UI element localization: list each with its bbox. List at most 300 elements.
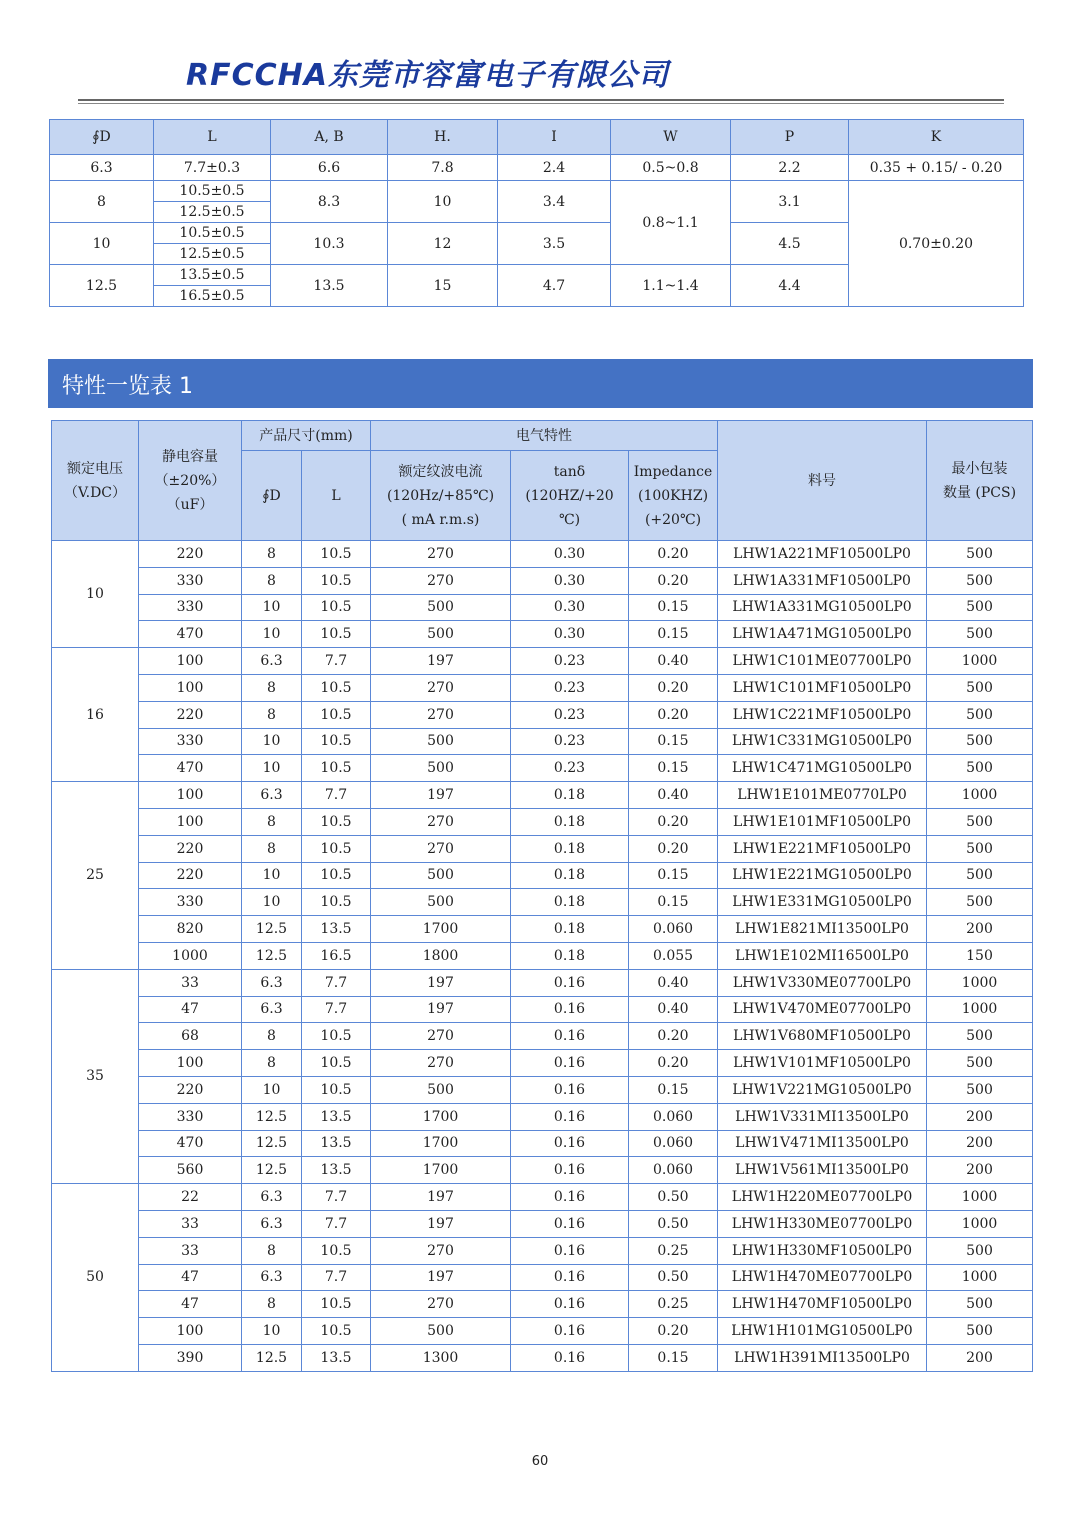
table-cell: 197 bbox=[371, 969, 511, 996]
table-cell: 0.18 bbox=[511, 808, 629, 835]
table-cell: 33 bbox=[139, 969, 242, 996]
header-electrical: 电气特性 bbox=[371, 421, 718, 451]
table-cell: 8 bbox=[242, 701, 302, 728]
spec-table-body bbox=[52, 541, 1033, 1372]
table-row bbox=[52, 969, 1033, 996]
table-row bbox=[52, 1344, 1033, 1371]
table-row bbox=[52, 1023, 1033, 1050]
table-cell: 16.5±0.5 bbox=[154, 286, 271, 307]
table-cell: 7.7 bbox=[302, 969, 371, 996]
table-cell: 7.7 bbox=[302, 996, 371, 1023]
table-row bbox=[52, 701, 1033, 728]
table-cell: 2.4 bbox=[498, 155, 611, 181]
table-cell: 1.1~1.4 bbox=[611, 265, 731, 307]
table-cell: 330 bbox=[139, 728, 242, 755]
table-cell: LHW1H470ME07700LP0 bbox=[718, 1264, 927, 1291]
table-cell: 500 bbox=[927, 1050, 1033, 1077]
table-cell: LHW1C221MF10500LP0 bbox=[718, 701, 927, 728]
table-cell: 7.7±0.3 bbox=[154, 155, 271, 181]
page-number: 60 bbox=[531, 1454, 549, 1469]
table-cell: 6.3 bbox=[50, 155, 154, 181]
table-cell: 500 bbox=[927, 728, 1033, 755]
table-cell: 8 bbox=[242, 567, 302, 594]
table-cell: 0.16 bbox=[511, 1264, 629, 1291]
table-cell: 7.7 bbox=[302, 782, 371, 809]
table-row bbox=[52, 1050, 1033, 1077]
table-cell: LHW1E102MI16500LP0 bbox=[718, 942, 927, 969]
table-row bbox=[52, 835, 1033, 862]
table-cell: LHW1E101MF10500LP0 bbox=[718, 808, 927, 835]
table-cell: 0.16 bbox=[511, 969, 629, 996]
table-row bbox=[52, 1318, 1033, 1345]
table-cell: 200 bbox=[927, 1344, 1033, 1371]
table-cell: 6.3 bbox=[242, 1184, 302, 1211]
table-cell: 1800 bbox=[371, 942, 511, 969]
table-cell: 10 bbox=[242, 728, 302, 755]
table-cell: 500 bbox=[371, 621, 511, 648]
table-cell: 47 bbox=[139, 996, 242, 1023]
table-cell: LHW1V680MF10500LP0 bbox=[718, 1023, 927, 1050]
table-cell: 270 bbox=[371, 835, 511, 862]
table-cell: 500 bbox=[371, 594, 511, 621]
table-cell: 0.18 bbox=[511, 889, 629, 916]
table-cell: 0.25 bbox=[629, 1237, 718, 1264]
table-cell: 1000 bbox=[927, 1210, 1033, 1237]
table-cell: 0.060 bbox=[629, 916, 718, 943]
table-cell: 500 bbox=[371, 862, 511, 889]
table-cell: 10.5 bbox=[302, 674, 371, 701]
table-cell: 1000 bbox=[927, 996, 1033, 1023]
table-cell: 330 bbox=[139, 594, 242, 621]
table-row bbox=[52, 594, 1033, 621]
table-cell: 0.16 bbox=[511, 996, 629, 1023]
table-cell: 0.20 bbox=[629, 541, 718, 568]
table-cell: 0.30 bbox=[511, 541, 629, 568]
table-cell: 500 bbox=[927, 808, 1033, 835]
table-cell: 47 bbox=[139, 1264, 242, 1291]
table-cell: 13.5±0.5 bbox=[154, 265, 271, 286]
table-cell: 500 bbox=[927, 835, 1033, 862]
table-cell: 100 bbox=[139, 782, 242, 809]
table-cell: LHW1V221MG10500LP0 bbox=[718, 1076, 927, 1103]
table-cell: 0.16 bbox=[511, 1130, 629, 1157]
table-cell: 0.8~1.1 bbox=[611, 181, 731, 265]
table-cell: 0.30 bbox=[511, 567, 629, 594]
table-cell: 0.30 bbox=[511, 594, 629, 621]
table-cell: 7.7 bbox=[302, 648, 371, 675]
table-cell: 270 bbox=[371, 674, 511, 701]
table-cell: 0.20 bbox=[629, 1050, 718, 1077]
table-cell: 500 bbox=[927, 1237, 1033, 1264]
header-tan: tanδ (120HZ/+20 ℃) bbox=[511, 451, 629, 541]
table-cell: 0.50 bbox=[629, 1184, 718, 1211]
table-cell: 0.18 bbox=[511, 835, 629, 862]
table-cell: 1700 bbox=[371, 916, 511, 943]
table-cell: 0.18 bbox=[511, 942, 629, 969]
table-cell: 10.5 bbox=[302, 621, 371, 648]
table-cell: 470 bbox=[139, 621, 242, 648]
table-cell: 0.50 bbox=[629, 1210, 718, 1237]
table-cell: 0.15 bbox=[629, 889, 718, 916]
table-cell: 10.5±0.5 bbox=[154, 223, 271, 244]
table-cell: 10.5 bbox=[302, 567, 371, 594]
table-cell: 0.30 bbox=[511, 621, 629, 648]
table-cell: 12.5 bbox=[242, 942, 302, 969]
table-cell: 0.18 bbox=[511, 782, 629, 809]
table-cell: 0.15 bbox=[629, 755, 718, 782]
table-cell: 500 bbox=[927, 701, 1033, 728]
table-cell: 500 bbox=[927, 541, 1033, 568]
table-row bbox=[52, 648, 1033, 675]
table-cell: 200 bbox=[927, 1157, 1033, 1184]
spec-table bbox=[51, 420, 1033, 1372]
table-row bbox=[52, 1210, 1033, 1237]
table-cell: 6.3 bbox=[242, 1210, 302, 1237]
header-pack: 最小包装 数量 (PCS) bbox=[927, 421, 1033, 541]
table-cell: 13.5 bbox=[302, 1344, 371, 1371]
table-row bbox=[52, 996, 1033, 1023]
table-cell: 500 bbox=[927, 594, 1033, 621]
table-cell: LHW1E331MG10500LP0 bbox=[718, 889, 927, 916]
table-cell: LHW1H391MI13500LP0 bbox=[718, 1344, 927, 1371]
table-row bbox=[52, 674, 1033, 701]
table-cell: 6.3 bbox=[242, 648, 302, 675]
table-row bbox=[52, 782, 1033, 809]
table-cell: 10 bbox=[242, 594, 302, 621]
header-cell: L bbox=[154, 120, 271, 155]
table-cell: 470 bbox=[139, 755, 242, 782]
table-cell: 270 bbox=[371, 1023, 511, 1050]
table-cell: LHW1C101ME07700LP0 bbox=[718, 648, 927, 675]
table-cell: 0.15 bbox=[629, 1344, 718, 1371]
table-cell: 0.20 bbox=[629, 808, 718, 835]
table-cell: 0.40 bbox=[629, 782, 718, 809]
header-voltage: 额定电压 （V.DC） bbox=[52, 421, 139, 541]
table-cell: 12 bbox=[388, 223, 498, 265]
table-cell: 0.060 bbox=[629, 1130, 718, 1157]
table-cell: 10 bbox=[242, 889, 302, 916]
table-cell: 500 bbox=[927, 567, 1033, 594]
table-cell: 500 bbox=[927, 889, 1033, 916]
table-cell: 10.5 bbox=[302, 808, 371, 835]
header-part: 料号 bbox=[718, 421, 927, 541]
table-cell: 6.6 bbox=[271, 155, 388, 181]
table-cell: 0.23 bbox=[511, 728, 629, 755]
voltage-cell: 50 bbox=[52, 1184, 139, 1372]
table-cell: 390 bbox=[139, 1344, 242, 1371]
table-cell: 12.5±0.5 bbox=[154, 202, 271, 223]
table-cell: 197 bbox=[371, 648, 511, 675]
header-cell: W bbox=[611, 120, 731, 155]
table-cell: 0.15 bbox=[629, 621, 718, 648]
table-cell: 12.5 bbox=[242, 916, 302, 943]
table-cell: 0.18 bbox=[511, 916, 629, 943]
table-cell: 12.5 bbox=[50, 265, 154, 307]
table-cell: 1000 bbox=[927, 1264, 1033, 1291]
table-cell: 0.23 bbox=[511, 701, 629, 728]
table-cell: LHW1A471MG10500LP0 bbox=[718, 621, 927, 648]
table-cell: 10.5 bbox=[302, 755, 371, 782]
table-cell: 270 bbox=[371, 567, 511, 594]
table-cell: 0.15 bbox=[629, 862, 718, 889]
table-cell: 13.5 bbox=[302, 1103, 371, 1130]
table-cell: 200 bbox=[927, 916, 1033, 943]
table-cell: LHW1A331MG10500LP0 bbox=[718, 594, 927, 621]
table-cell: 500 bbox=[927, 755, 1033, 782]
table-cell: 0.16 bbox=[511, 1157, 629, 1184]
table-cell: 3.5 bbox=[498, 223, 611, 265]
table-cell: LHW1H220ME07700LP0 bbox=[718, 1184, 927, 1211]
table-cell: 100 bbox=[139, 808, 242, 835]
table-cell: 500 bbox=[927, 674, 1033, 701]
table-cell: LHW1H330ME07700LP0 bbox=[718, 1210, 927, 1237]
table-cell: 200 bbox=[927, 1103, 1033, 1130]
table-cell: 0.060 bbox=[629, 1103, 718, 1130]
table-cell: 270 bbox=[371, 1050, 511, 1077]
table-cell: 10 bbox=[242, 1076, 302, 1103]
table-cell: 1000 bbox=[927, 648, 1033, 675]
table-cell: 500 bbox=[927, 862, 1033, 889]
table-cell: 0.70±0.20 bbox=[849, 181, 1024, 307]
table-cell: 10 bbox=[242, 621, 302, 648]
table-cell: 10.5 bbox=[302, 1237, 371, 1264]
table-cell: LHW1V470ME07700LP0 bbox=[718, 996, 927, 1023]
table-row bbox=[52, 541, 1033, 568]
company-name: RFCCHA东莞市容富电子有限公司 bbox=[186, 58, 669, 93]
table-cell: 7.7 bbox=[302, 1264, 371, 1291]
table-cell: LHW1A331MF10500LP0 bbox=[718, 567, 927, 594]
section-title: 特性一览表 1 bbox=[62, 374, 193, 399]
table-cell: 500 bbox=[927, 1291, 1033, 1318]
table-cell: 0.16 bbox=[511, 1076, 629, 1103]
table-cell: 12.5±0.5 bbox=[154, 244, 271, 265]
table-cell: 10.5 bbox=[302, 1318, 371, 1345]
table-cell: LHW1C101MF10500LP0 bbox=[718, 674, 927, 701]
table-cell: 10 bbox=[242, 755, 302, 782]
table-cell: LHW1A221MF10500LP0 bbox=[718, 541, 927, 568]
table-cell: 1700 bbox=[371, 1157, 511, 1184]
table-cell: 0.20 bbox=[629, 674, 718, 701]
table-cell: 12.5 bbox=[242, 1344, 302, 1371]
table-cell: 10.5 bbox=[302, 1076, 371, 1103]
table-cell: 10.5 bbox=[302, 889, 371, 916]
table-cell: 330 bbox=[139, 889, 242, 916]
table-cell: 10.5 bbox=[302, 594, 371, 621]
table-row bbox=[52, 1130, 1033, 1157]
header-capacitance: 静电容量 （±20%） （uF） bbox=[139, 421, 242, 541]
dimension-table bbox=[49, 119, 1024, 307]
table-cell: 0.16 bbox=[511, 1237, 629, 1264]
table-cell: 270 bbox=[371, 1237, 511, 1264]
table-cell: 0.060 bbox=[629, 1157, 718, 1184]
table-cell: 8 bbox=[242, 541, 302, 568]
table-cell: LHW1H101MG10500LP0 bbox=[718, 1318, 927, 1345]
table-row bbox=[52, 728, 1033, 755]
table-cell: 47 bbox=[139, 1291, 242, 1318]
table-row bbox=[52, 1103, 1033, 1130]
table-cell: 7.8 bbox=[388, 155, 498, 181]
table-cell: 7.7 bbox=[302, 1184, 371, 1211]
table-cell: 13.5 bbox=[302, 916, 371, 943]
table-row bbox=[52, 1237, 1033, 1264]
table-cell: 10.5 bbox=[302, 1023, 371, 1050]
table-cell: 197 bbox=[371, 782, 511, 809]
table-cell: 0.35 + 0.15/ - 0.20 bbox=[849, 155, 1024, 181]
table-cell: 15 bbox=[388, 265, 498, 307]
header-rule-thin bbox=[78, 103, 1004, 104]
table-cell: 33 bbox=[139, 1210, 242, 1237]
table-cell: 220 bbox=[139, 1076, 242, 1103]
table-cell: 0.23 bbox=[511, 755, 629, 782]
table-cell: 0.20 bbox=[629, 567, 718, 594]
voltage-cell: 25 bbox=[52, 782, 139, 970]
table-row bbox=[52, 755, 1033, 782]
table-row bbox=[52, 1264, 1033, 1291]
table-cell: 10.3 bbox=[271, 223, 388, 265]
table-row bbox=[52, 942, 1033, 969]
table-cell: 0.16 bbox=[511, 1318, 629, 1345]
table-cell: 0.16 bbox=[511, 1210, 629, 1237]
table-row bbox=[52, 621, 1033, 648]
header-cell: H. bbox=[388, 120, 498, 155]
table-cell: 100 bbox=[139, 648, 242, 675]
table-row bbox=[52, 1184, 1033, 1211]
table-cell: 197 bbox=[371, 996, 511, 1023]
table-cell: 220 bbox=[139, 862, 242, 889]
table-cell: 270 bbox=[371, 1291, 511, 1318]
table-cell: 1000 bbox=[139, 942, 242, 969]
table-cell: 500 bbox=[927, 1023, 1033, 1050]
table-cell: 270 bbox=[371, 541, 511, 568]
table-cell: 1000 bbox=[927, 1184, 1033, 1211]
table-cell: 0.20 bbox=[629, 835, 718, 862]
table-cell: 100 bbox=[139, 1050, 242, 1077]
table-cell: 10 bbox=[50, 223, 154, 265]
table-cell: 1700 bbox=[371, 1103, 511, 1130]
table-cell: 0.15 bbox=[629, 594, 718, 621]
table-cell: 270 bbox=[371, 808, 511, 835]
header-size-d: ∮D bbox=[242, 451, 302, 541]
table-cell: 0.16 bbox=[511, 1050, 629, 1077]
table-cell: 0.16 bbox=[511, 1291, 629, 1318]
table-row bbox=[52, 1291, 1033, 1318]
table-cell: 560 bbox=[139, 1157, 242, 1184]
table-cell: LHW1E221MF10500LP0 bbox=[718, 835, 927, 862]
voltage-cell: 16 bbox=[52, 648, 139, 782]
table-cell: LHW1V330ME07700LP0 bbox=[718, 969, 927, 996]
table-cell: 10.5±0.5 bbox=[154, 181, 271, 202]
table-cell: 330 bbox=[139, 1103, 242, 1130]
table-cell: 10.5 bbox=[302, 862, 371, 889]
table-cell: 1700 bbox=[371, 1130, 511, 1157]
table-cell: 3.4 bbox=[498, 181, 611, 223]
table-cell: 0.15 bbox=[629, 1076, 718, 1103]
table-cell: 100 bbox=[139, 1318, 242, 1345]
table-cell: 330 bbox=[139, 567, 242, 594]
table-cell: 8 bbox=[242, 1237, 302, 1264]
table-cell: 0.16 bbox=[511, 1184, 629, 1211]
table-cell: 2.2 bbox=[731, 155, 849, 181]
header-cell: P bbox=[731, 120, 849, 155]
table-cell: 8 bbox=[50, 181, 154, 223]
table-row bbox=[52, 1157, 1033, 1184]
table-row bbox=[52, 808, 1033, 835]
table-cell: 0.23 bbox=[511, 674, 629, 701]
table-cell: 470 bbox=[139, 1130, 242, 1157]
table-cell: 10 bbox=[242, 862, 302, 889]
header-cell: A, B bbox=[271, 120, 388, 155]
table-cell: 8 bbox=[242, 1023, 302, 1050]
header-size-l: L bbox=[302, 451, 371, 541]
table-cell: 500 bbox=[371, 1076, 511, 1103]
table-cell: 12.5 bbox=[242, 1130, 302, 1157]
table-cell: LHW1E821MI13500LP0 bbox=[718, 916, 927, 943]
table-cell: LHW1V471MI13500LP0 bbox=[718, 1130, 927, 1157]
table-cell: 500 bbox=[371, 889, 511, 916]
table-cell: 500 bbox=[371, 728, 511, 755]
table-cell: LHW1H330MF10500LP0 bbox=[718, 1237, 927, 1264]
table-cell: 197 bbox=[371, 1210, 511, 1237]
table-cell: LHW1H470MF10500LP0 bbox=[718, 1291, 927, 1318]
table-cell: 820 bbox=[139, 916, 242, 943]
table-cell: 4.5 bbox=[731, 223, 849, 265]
table-cell: 10.5 bbox=[302, 835, 371, 862]
table-cell: 12.5 bbox=[242, 1103, 302, 1130]
header-ripple: 额定纹波电流 (120Hz/+85℃) ( mA r.m.s) bbox=[371, 451, 511, 541]
table-cell: 16.5 bbox=[302, 942, 371, 969]
table-cell: 1000 bbox=[927, 782, 1033, 809]
table-cell: 0.5~0.8 bbox=[611, 155, 731, 181]
table-cell: 197 bbox=[371, 1264, 511, 1291]
table-cell: 0.18 bbox=[511, 862, 629, 889]
table-cell: 500 bbox=[371, 1318, 511, 1345]
table-cell: LHW1V101MF10500LP0 bbox=[718, 1050, 927, 1077]
table-cell: 0.16 bbox=[511, 1344, 629, 1371]
table-cell: 4.7 bbox=[498, 265, 611, 307]
table-cell: 12.5 bbox=[242, 1157, 302, 1184]
header-impedance: Impedance (100KHZ) (+20℃) bbox=[629, 451, 718, 541]
header-cell: I bbox=[498, 120, 611, 155]
table-cell: 68 bbox=[139, 1023, 242, 1050]
table-cell: 0.15 bbox=[629, 728, 718, 755]
table-cell: 500 bbox=[927, 621, 1033, 648]
table-cell: 4.4 bbox=[731, 265, 849, 307]
table-row bbox=[52, 862, 1033, 889]
table-cell: 0.20 bbox=[629, 1023, 718, 1050]
table-cell: 197 bbox=[371, 1184, 511, 1211]
table-cell: 0.20 bbox=[629, 1318, 718, 1345]
table-cell: 10.5 bbox=[302, 1291, 371, 1318]
table-row bbox=[52, 889, 1033, 916]
table-cell: LHW1E101ME0770LP0 bbox=[718, 782, 927, 809]
table-cell: 13.5 bbox=[271, 265, 388, 307]
table-cell: 0.16 bbox=[511, 1023, 629, 1050]
table-cell: 500 bbox=[371, 755, 511, 782]
table-cell: 220 bbox=[139, 835, 242, 862]
header-rule bbox=[78, 99, 1004, 101]
table-cell: 8 bbox=[242, 1291, 302, 1318]
table-cell: 8 bbox=[242, 808, 302, 835]
table-cell: 0.50 bbox=[629, 1264, 718, 1291]
table-cell: 6.3 bbox=[242, 969, 302, 996]
table-cell: 100 bbox=[139, 674, 242, 701]
table-cell: 8 bbox=[242, 835, 302, 862]
table-cell: 7.7 bbox=[302, 1210, 371, 1237]
section-banner bbox=[48, 359, 1033, 408]
table-cell: 10 bbox=[242, 1318, 302, 1345]
table-cell: 500 bbox=[927, 1076, 1033, 1103]
table-cell: 220 bbox=[139, 701, 242, 728]
